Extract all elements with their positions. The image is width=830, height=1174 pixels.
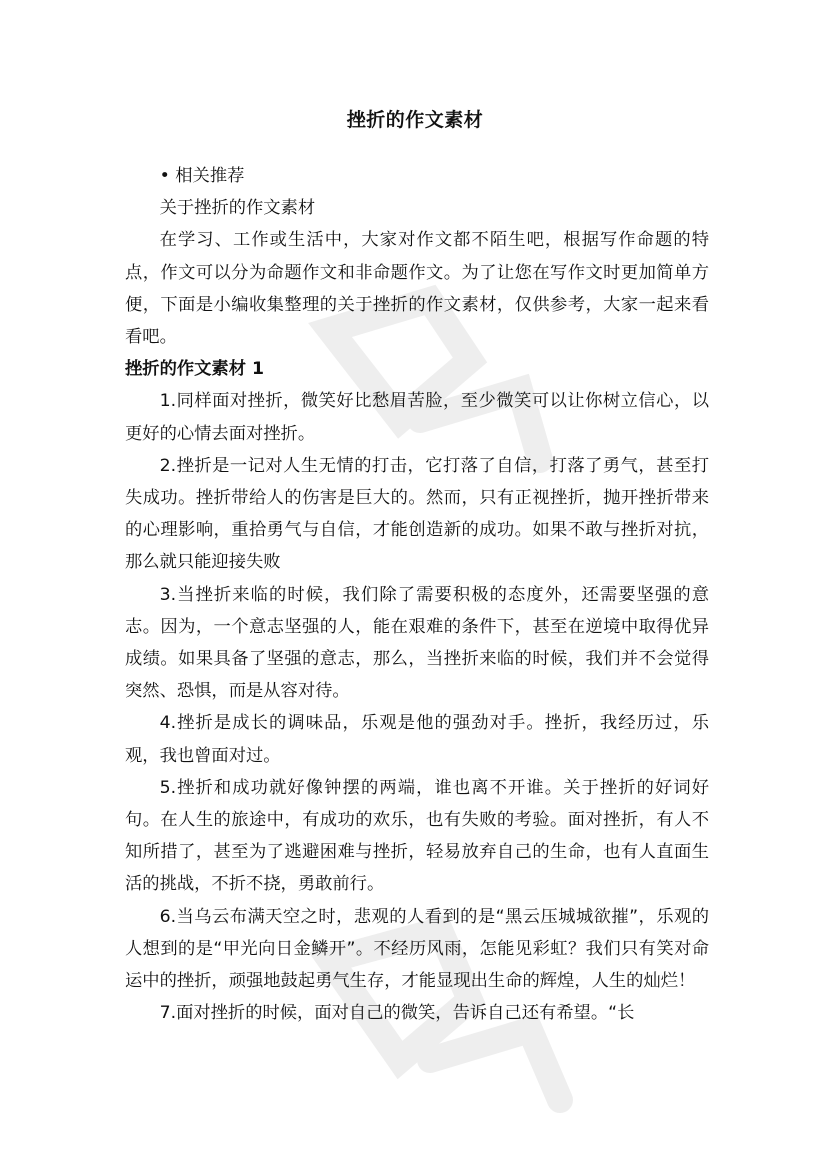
section-heading: 挫折的作文素材 1 <box>125 359 265 380</box>
list-item: 2.挫折是一记对人生无情的打击，它打落了自信，打落了勇气，甚至打失成功。挫折带给人的伤害是巨大的。然而，只有正视挫折，抛开挫折带来的心理影响，重拾勇气与自信，才能创造新的成功。如果不敢与挫折对抗，那么就只能迎接失败 <box>125 455 709 573</box>
list-item: 3.当挫折来临的时候，我们除了需要积极的态度外，还需要坚强的意志。因为，一个意志坚强的人，能在艰难的条件下，甚至在逆境中取得优异成绩。如果具备了坚强的意志，那么，当挫折来临的时候，我们并不会觉得突然、恐惧，而是从容对待。 <box>125 584 709 702</box>
list-item: 5.挫折和成功就好像钟摆的两端，谁也离不开谁。关于挫折的好词好句。在人生的旅途中，有成功的欢乐，也有失败的考验。面对挫折，有人不知所措了，甚至为了逃避困难与挫折，轻易放弃自己的生命，也有人直面生活的挑战，不折不挠，勇敢前行。 <box>125 777 709 895</box>
intro-paragraph: 在学习、工作或生活中，大家对作文都不陌生吧，根据写作命题的特点，作文可以分为命题作文和非命题作文。为了让您在写作文时更加简单方便，下面是小编收集整理的关于挫折的作文素材，仅供参考，大家一起来看看吧。 <box>125 230 709 348</box>
list-item: 7.面对挫折的时候，面对自己的微笑，告诉自己还有希望。“长 <box>159 1003 635 1024</box>
list-item: 4.挫折是成长的调味品，乐观是他的强劲对手。挫折，我经历过，乐观，我也曾面对过。 <box>125 713 709 766</box>
watermark-stroke <box>430 1030 560 1100</box>
related-recommendation[interactable]: • 相关推荐 <box>159 166 245 186</box>
list-item: 1.同样面对挫折，微笑好比愁眉苦脸，至少微笑可以让你树立信心，以更好的心情去面对挫折。 <box>125 391 709 444</box>
document-body <box>125 160 709 1029</box>
related-article-title[interactable]: 关于挫折的作文素材 <box>159 198 316 219</box>
document-title: 挫折的作文素材 <box>346 109 484 131</box>
list-item: 6.当乌云布满天空之时，悲观的人看到的是“黑云压城城欲摧”，乐观的人想到的是“甲光向日金鳞开”。不经历风雨，怎能见彩虹？我们只有笑对命运中的挫折，顽强地鼓起勇气生存，才能显现出生命的辉煌，人生的灿烂！ <box>125 906 709 992</box>
